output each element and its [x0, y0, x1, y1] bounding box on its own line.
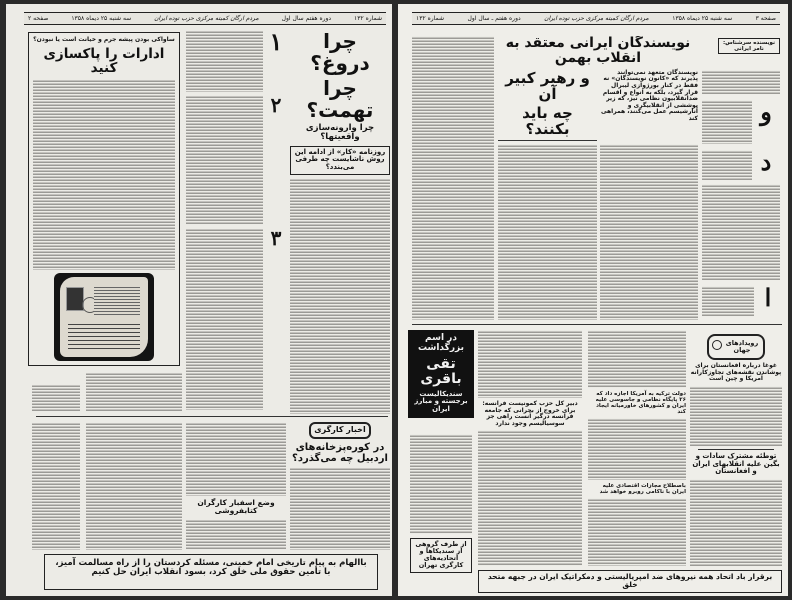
article-body: [412, 36, 494, 320]
purge-headline: ادارات را پاکسازی کنید: [43, 45, 165, 77]
article-body: [186, 519, 286, 551]
article-body: [186, 95, 263, 225]
article-body: [690, 386, 782, 446]
writers-article: [498, 36, 698, 320]
kicker: ساواکی بودن پیشه جرم و خیانت است یا نبودن؟: [33, 36, 175, 43]
labor-news-column: [290, 422, 390, 550]
left-page: [6, 4, 392, 596]
savak-document-image: [54, 273, 154, 361]
numbered-sections-column: [186, 30, 286, 410]
article-body: [498, 144, 597, 320]
id-photo: [66, 287, 84, 311]
article-body: [702, 286, 754, 316]
globe-icon: [712, 340, 722, 350]
date: سه شنبه ۲۵ دیماه ۱۳۵۸: [672, 15, 733, 22]
left-page-header: [24, 12, 386, 25]
bagheri-box: [408, 330, 474, 418]
bagheri-desc: سندیکالیست برجسته و مبارز ایران: [414, 389, 468, 413]
article-body: [186, 30, 263, 92]
main-article-column: [290, 30, 390, 414]
ardabil-headline: در کوره‌پزخانه‌های اردبیل چه می‌گذرد؟: [292, 441, 388, 464]
date: سه شنبه ۲۵ دیماه ۱۳۵۸: [71, 15, 132, 22]
divider: [36, 416, 388, 417]
writers-headline-3: چه باید بکنند؟: [522, 103, 573, 139]
article-body: [690, 479, 782, 566]
section-number: ۲: [270, 93, 282, 117]
drop-cap: و: [760, 97, 772, 126]
issue-number: شماره ۱۳۲: [416, 15, 444, 22]
divider: [698, 449, 774, 450]
writers-headline-2: و رهبر کبیر آن: [505, 68, 590, 104]
turkey-sanctions-column: [588, 330, 686, 566]
masthead: مردم ارگان کمیته مرکزی حزب توده ایران: [154, 15, 259, 22]
article-body: [290, 178, 390, 414]
france-headline: دبیر کل حزب کمونیست فرانسه: برای خروج از بحرانی که جامعه فرانسه درگیر آنست راهی جز سوسیالیسم وجود ندارد: [482, 400, 578, 427]
article-body: [478, 330, 582, 398]
bagheri-name: تقی باقری: [420, 355, 462, 388]
bagheri-line-1: در اسم: [425, 333, 457, 343]
writers-headline-1: نویسندگان ایرانی معتقد به انقلاب بهمن: [505, 36, 691, 67]
period: دوره هفتم سال اول: [281, 15, 332, 22]
article-body: [702, 70, 780, 94]
drop-cap: ا: [764, 283, 772, 312]
issue-number: شماره ۱۳۲: [354, 15, 382, 22]
article-body: [32, 384, 80, 412]
bagheri-from: از طرف گروهی از سندیکاها و اتحادیه‌های کارگری تهران: [410, 538, 472, 573]
article-body: [186, 422, 286, 496]
page-number: صفحه ۳: [755, 15, 776, 22]
article-body: [33, 79, 175, 270]
period: دوره هفتم ـ سال اول: [467, 15, 521, 22]
labor-news-logo: اخبار کارگری: [309, 422, 371, 439]
sanctions-headline: باصطلاح مجازات اقتصادی علیه ایران با ناکامی روبرو خواهد شد: [599, 483, 686, 496]
headline-why-slander: چرا تهمت؟: [306, 76, 374, 122]
writers-lead: نویسندگان متعهد نمی‌توانند پذیرند که «کانون نویسندگان» نه فقط در کنار بورژوازی لیبرال قرار گیرد، بلکه به انواع و اقسام ضدانقلابیون نظامی نیز، که زیر پوششی از انقلابیگری و آنارشیسم عمل می‌کنند، همراهی کند: [600, 68, 698, 122]
subhead: چرا وارونه‌سازی واقعیتها؟: [305, 123, 375, 143]
article-body: [410, 434, 472, 534]
article-body: [32, 422, 80, 550]
world-news-label: رویدادهای جهان: [725, 339, 759, 355]
turkey-headline: دولت ترکیه به آمریکا اجازه داد که ۲۶ پایگاه نظامی و جاسوسی علیه ایران و کشورهای خاورمیانه ایجاد کند: [595, 391, 686, 416]
article-body: [588, 418, 686, 480]
right-page-header: [412, 12, 780, 25]
article-body: [478, 430, 582, 566]
divider: [412, 324, 782, 325]
article-body: [186, 228, 263, 410]
section-number: ۱: [269, 30, 283, 56]
world-news-column: [690, 334, 782, 566]
article-body: [702, 150, 752, 180]
article-body: [702, 184, 780, 280]
page-number: صفحه ۲: [28, 15, 49, 22]
sadat-begin-headline: توطئه مشترک سادات و بگین علیه انقلابهای ایران و افغانستان: [692, 452, 780, 476]
article-body: [702, 100, 752, 144]
masthead: مردم ارگان کمیته مرکزی حزب توده ایران: [544, 15, 649, 22]
article-body: [86, 422, 182, 550]
article-body: [588, 498, 686, 566]
world-news-logo: [707, 334, 765, 360]
article-body: [290, 467, 390, 550]
bagheri-line-2: بزرگداشت: [417, 342, 465, 353]
right-page: [398, 4, 788, 596]
divider: [498, 140, 597, 142]
article-body: [600, 144, 699, 320]
france-column: [478, 330, 582, 566]
kurdistan-banner: باالهام به پیام تاریخی امام خمینی، مسئله کردستان را از راه مسالمت آمیز، با تأمین حقوق ملی خلق کرد، بسود انقلاب ایران حل کنیم: [44, 554, 378, 590]
bookstore-column: [186, 422, 286, 550]
article-body: [86, 372, 182, 412]
article-body: [588, 330, 686, 388]
purge-article-box: [28, 32, 180, 366]
unity-banner: برقرار باد اتحاد همه نیروهای ضد امپریالیستی و دمکراتیک ایران در جبهه متحد خلق: [478, 570, 782, 593]
section-number: ۳: [270, 226, 282, 250]
headline-why-lie: چرا دروغ؟: [310, 30, 370, 75]
afghanistan-headline: غوغا درباره افغانستان برای پوشاندن نقشه‌های تجاوزکارانه آمریکا و چین است: [690, 362, 782, 383]
drop-cap: د: [760, 147, 772, 176]
boxed-deck: روزنامه «کار» از ادامه این روش ناشایست چه طرفی می‌بندد؟: [290, 146, 390, 175]
bookstore-workers-headline: وضع اسفبار کارگران کتابفروشی: [197, 498, 275, 516]
byline-box: نویسنده سرشناس: نامر ایرانی: [718, 38, 780, 54]
